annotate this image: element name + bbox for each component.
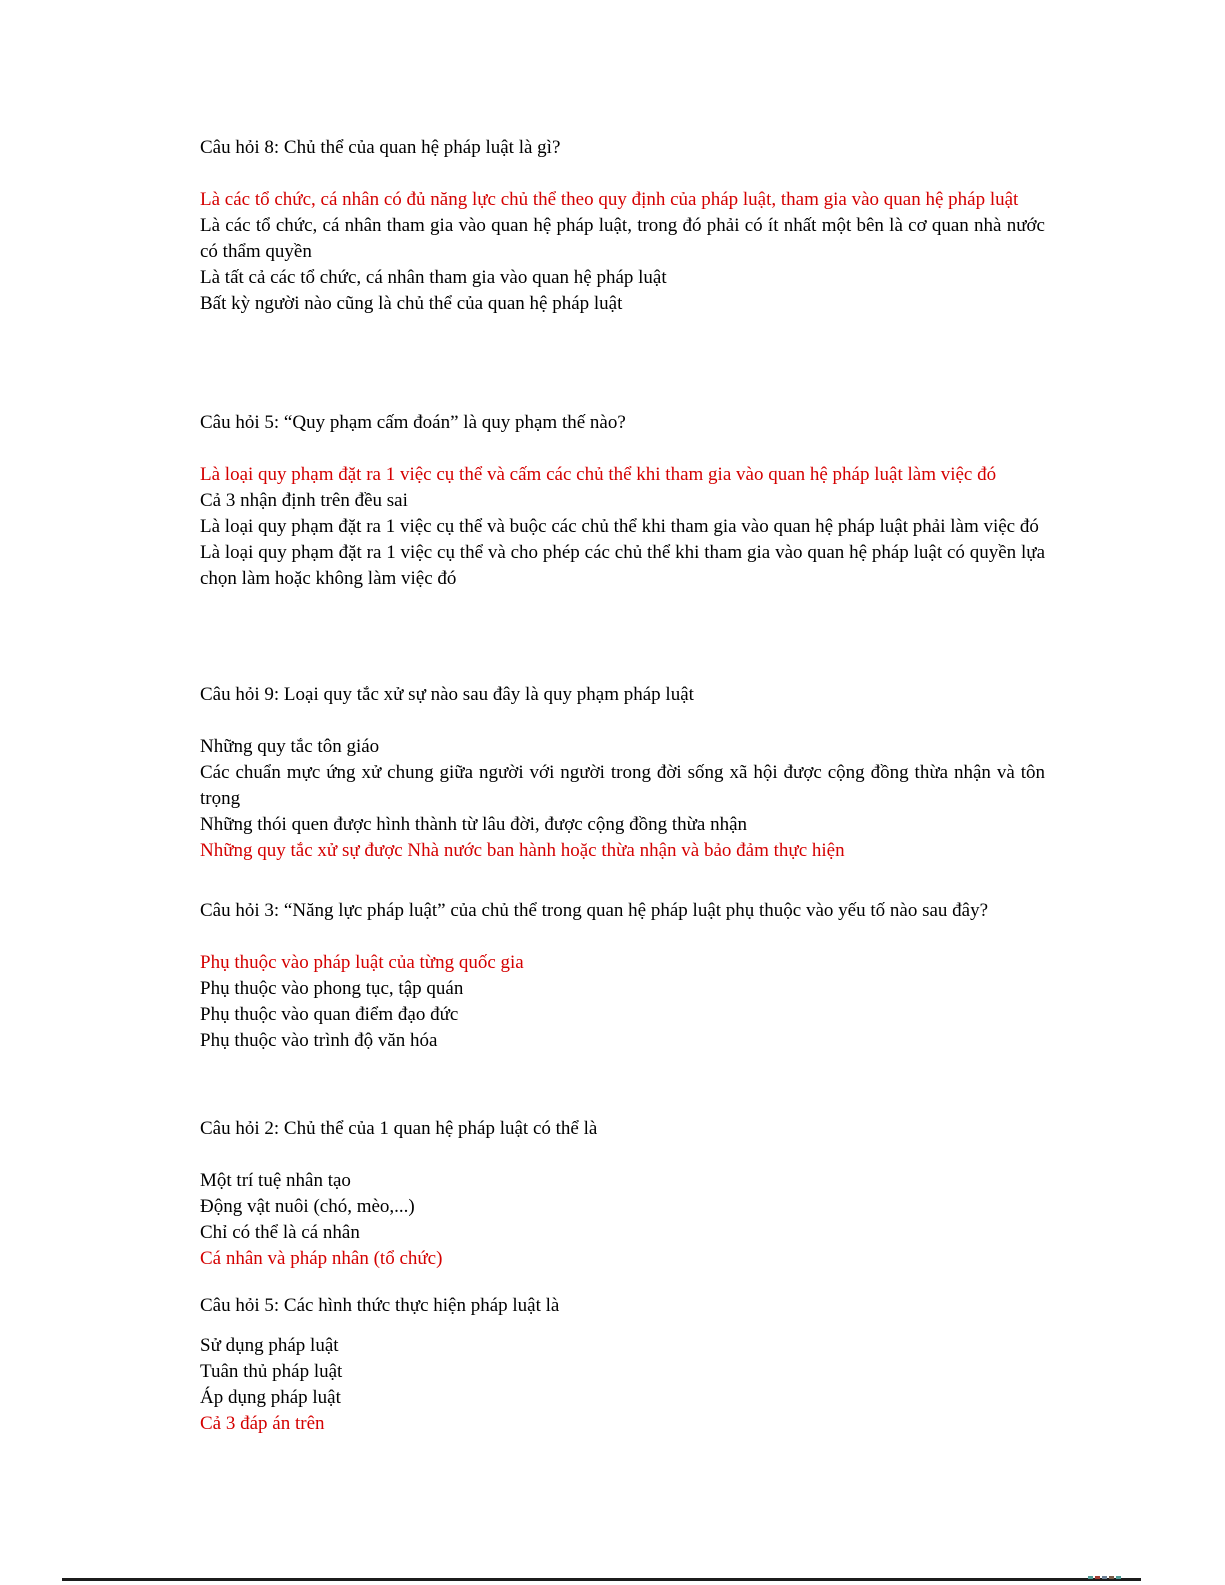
answer-option-correct: Những quy tắc xử sự được Nhà nước ban hành hoặc thừa nhận và bảo đảm thực hiện — [200, 840, 845, 861]
answer-option: Phụ thuộc vào trình độ văn hóa — [200, 1030, 438, 1051]
question-text: Câu hỏi 5: “Quy phạm cấm đoán” là quy phạm thế nào? — [200, 412, 626, 433]
answer-option-correct: Cá nhân và pháp nhân (tổ chức) — [200, 1248, 443, 1269]
question-text: Câu hỏi 2: Chủ thể của 1 quan hệ pháp luật có thể là — [200, 1118, 598, 1139]
answer-option: Các chuẩn mực ứng xử chung giữa người với người trong đời sống xã hội được cộng đồng thừa nhận và tôn trọng — [200, 762, 1045, 809]
question-block — [200, 682, 1045, 864]
question-block — [200, 410, 1045, 592]
question-text: Câu hỏi 8: Chủ thể của quan hệ pháp luật là gì? — [200, 137, 561, 158]
answer-option: Cả 3 nhận định trên đều sai — [200, 490, 408, 511]
answer-option: Là tất cả các tổ chức, cá nhân tham gia vào quan hệ pháp luật — [200, 267, 667, 288]
answer-option: Sử dụng pháp luật — [200, 1335, 339, 1356]
question-text: Câu hỏi 9: Loại quy tắc xử sự nào sau đây là quy phạm pháp luật — [200, 684, 694, 705]
answer-option: Phụ thuộc vào quan điểm đạo đức — [200, 1004, 459, 1025]
answer-option: Là các tổ chức, cá nhân tham gia vào quan hệ pháp luật, trong đó phải có ít nhất một bên là cơ quan nhà nước có thẩm quyền — [200, 215, 1045, 262]
pixel-speck — [1102, 1576, 1107, 1579]
question-block — [200, 898, 1045, 1054]
answer-option: Áp dụng pháp luật — [200, 1387, 341, 1408]
bottom-edge-line — [62, 1578, 1141, 1581]
answer-option-correct: Cả 3 đáp án trên — [200, 1413, 325, 1434]
answer-option: Một trí tuệ nhân tạo — [200, 1170, 351, 1191]
question-block — [200, 1116, 1045, 1272]
question-text: Câu hỏi 3: “Năng lực pháp luật” của chủ thể trong quan hệ pháp luật phụ thuộc vào yếu tố nào sau đây? — [200, 900, 989, 921]
answer-option: Bất kỳ người nào cũng là chủ thể của quan hệ pháp luật — [200, 293, 623, 314]
answer-option: Chỉ có thể là cá nhân — [200, 1222, 360, 1243]
answer-option: Là loại quy phạm đặt ra 1 việc cụ thể và cho phép các chủ thể khi tham gia vào quan hệ pháp luật có quyền lựa chọn làm hoặc không làm việc đó — [200, 542, 1045, 589]
pixel-speck — [1095, 1576, 1100, 1579]
answer-option: Những thói quen được hình thành từ lâu đời, được cộng đồng thừa nhận — [200, 814, 748, 835]
question-block — [200, 135, 1045, 317]
answer-option: Động vật nuôi (chó, mèo,...) — [200, 1196, 415, 1217]
answer-option-correct: Là loại quy phạm đặt ra 1 việc cụ thể và cấm các chủ thể khi tham gia vào quan hệ pháp luật làm việc đó — [200, 464, 997, 485]
answer-option: Là loại quy phạm đặt ra 1 việc cụ thể và buộc các chủ thể khi tham gia vào quan hệ pháp luật phải làm việc đó — [200, 516, 1039, 537]
pixel-speck — [1109, 1576, 1114, 1579]
question-block — [200, 1293, 1045, 1437]
answer-option: Những quy tắc tôn giáo — [200, 736, 380, 757]
answer-option-correct: Là các tổ chức, cá nhân có đủ năng lực chủ thể theo quy định của pháp luật, tham gia vào quan hệ pháp luật — [200, 189, 1019, 210]
answer-option-correct: Phụ thuộc vào pháp luật của từng quốc gia — [200, 952, 524, 973]
pixel-speck — [1116, 1576, 1121, 1579]
question-text: Câu hỏi 5: Các hình thức thực hiện pháp luật là — [200, 1295, 560, 1316]
answer-option: Phụ thuộc vào phong tục, tập quán — [200, 978, 464, 999]
answer-option: Tuân thủ pháp luật — [200, 1361, 343, 1382]
pixel-speck — [1088, 1576, 1093, 1579]
